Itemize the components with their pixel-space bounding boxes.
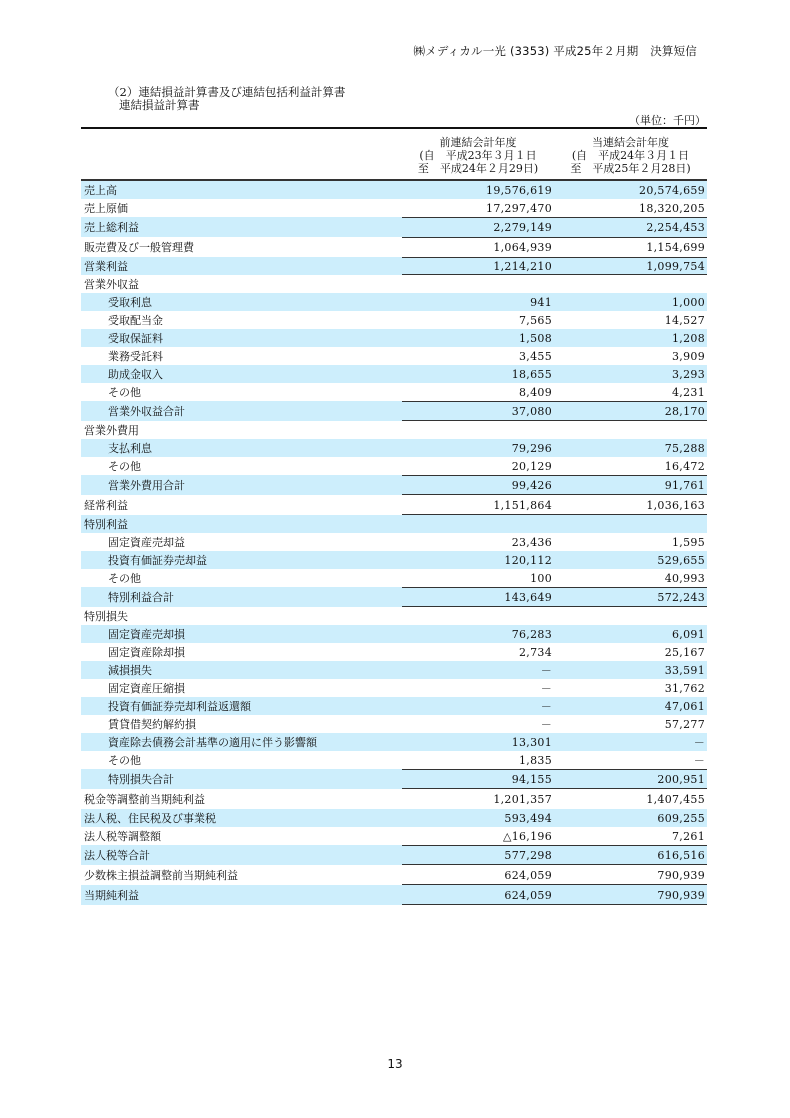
prev-value: 8,409 — [519, 385, 552, 399]
table-row-group-header — [81, 515, 707, 533]
curr-value: 1,154,699 — [646, 240, 705, 254]
table-row — [81, 457, 707, 475]
row-label: その他 — [108, 460, 141, 473]
table-row — [81, 347, 707, 365]
curr-value: 790,939 — [657, 888, 705, 902]
section-title: （2）連結損益計算書及び連結包括利益計算書 — [108, 85, 346, 99]
table-row — [81, 217, 707, 237]
row-label: その他 — [108, 572, 141, 585]
table-row-total — [81, 885, 707, 905]
prev-value: 143,649 — [504, 590, 552, 604]
row-label: その他 — [108, 754, 141, 767]
prev-value: － — [540, 682, 552, 695]
row-label: 経常利益 — [84, 499, 128, 512]
row-label: 資産除去債務会計基準の適用に伴う影響額 — [108, 736, 317, 749]
row-label: 特別利益 — [84, 518, 128, 531]
table-row — [81, 293, 707, 311]
row-label: 売上原価 — [84, 202, 128, 215]
table-row — [81, 661, 707, 679]
table-row-group-header — [81, 275, 707, 293]
curr-value: 57,277 — [664, 717, 705, 731]
curr-value: 2,254,453 — [646, 220, 705, 234]
row-label: 営業外収益合計 — [108, 405, 185, 418]
prev-value: 577,298 — [504, 848, 552, 862]
curr-value: 18,320,205 — [639, 201, 705, 215]
table-row — [81, 181, 707, 199]
row-label: 営業利益 — [84, 260, 128, 273]
curr-value: 609,255 — [657, 811, 705, 825]
row-label: 法人税等調整額 — [84, 830, 161, 843]
curr-value: 31,762 — [664, 681, 705, 695]
curr-value: 7,261 — [672, 829, 705, 843]
prev-value: 1,151,864 — [493, 498, 552, 512]
table-row — [81, 625, 707, 643]
prev-value: 76,283 — [511, 627, 552, 641]
curr-period-to: 至 平成25年２月28日) — [570, 162, 691, 175]
prev-value: 7,565 — [519, 313, 552, 327]
prev-value: 1,508 — [519, 331, 552, 345]
row-label: 営業外収益 — [84, 278, 139, 291]
curr-value: 14,527 — [664, 313, 705, 327]
curr-period-title: 当連結会計年度 — [592, 136, 669, 149]
table-row — [81, 551, 707, 569]
table-row — [81, 679, 707, 697]
table-row — [81, 257, 707, 275]
table-row — [81, 365, 707, 383]
curr-value: 1,099,754 — [646, 259, 705, 273]
row-label: 営業外費用合計 — [108, 479, 185, 492]
prev-value: 79,296 — [511, 441, 552, 455]
row-label: 固定資産売却益 — [108, 536, 185, 549]
row-label: 固定資産売却損 — [108, 628, 185, 641]
row-label: 税金等調整前当期純利益 — [84, 793, 205, 806]
prev-value: 2,279,149 — [493, 220, 552, 234]
row-label: 受取保証料 — [108, 332, 163, 345]
curr-value: 40,993 — [664, 571, 705, 585]
curr-value: 6,091 — [672, 627, 705, 641]
unit-label: （単位：千円） — [629, 114, 706, 127]
table-row — [81, 533, 707, 551]
prev-value: 624,059 — [504, 868, 552, 882]
prev-value: 941 — [530, 295, 552, 309]
curr-value: 616,516 — [657, 848, 705, 862]
prev-period-from: (自 平成23年３月１日 — [419, 149, 537, 162]
curr-value: 33,591 — [664, 663, 705, 677]
row-label: その他 — [108, 386, 141, 399]
row-label: 営業外費用 — [84, 424, 139, 437]
row-label: 受取利息 — [108, 296, 152, 309]
prev-value: 20,129 — [511, 459, 552, 473]
table-row — [81, 237, 707, 257]
prev-value: 1,064,939 — [493, 240, 552, 254]
row-label: 特別損失合計 — [108, 773, 174, 786]
prev-value: 2,734 — [519, 645, 552, 659]
prev-value: － — [540, 718, 552, 731]
curr-value: － — [693, 754, 705, 767]
curr-value: 3,293 — [672, 367, 705, 381]
curr-value: 20,574,659 — [639, 183, 705, 197]
table-row — [81, 751, 707, 769]
row-label: 賃貸借契約解約損 — [108, 718, 196, 731]
page-number: 13 — [387, 1057, 403, 1071]
table-row-subtotal — [81, 769, 707, 789]
curr-period-header — [554, 129, 707, 179]
prev-period-title: 前連結会計年度 — [439, 136, 517, 149]
row-label: 投資有価証券売却利益返還額 — [108, 700, 251, 713]
row-label: 特別損失 — [84, 610, 128, 623]
table-row — [81, 865, 707, 885]
prev-value: 18,655 — [511, 367, 552, 381]
table-row — [81, 697, 707, 715]
curr-value: 4,231 — [672, 385, 705, 399]
table-row-subtotal — [81, 475, 707, 495]
table-row — [81, 789, 707, 809]
section-subtitle: 連結損益計算書 — [119, 98, 200, 112]
curr-value: 200,951 — [657, 772, 705, 786]
row-label: 固定資産圧縮損 — [108, 682, 185, 695]
prev-value: － — [540, 664, 552, 677]
row-label: 支払利息 — [108, 442, 152, 455]
prev-period-to: 至 平成24年２月29日) — [417, 162, 539, 175]
curr-value: 16,472 — [664, 459, 705, 473]
prev-value: △16,196 — [502, 829, 552, 843]
curr-value: 25,167 — [664, 645, 705, 659]
table-row — [81, 439, 707, 457]
row-label: 投資有価証券売却益 — [108, 554, 207, 567]
prev-value: 1,214,210 — [493, 259, 552, 273]
curr-value: 1,036,163 — [646, 498, 705, 512]
prev-value: 19,576,619 — [486, 183, 552, 197]
curr-value: 572,243 — [657, 590, 705, 604]
curr-value: 28,170 — [664, 404, 705, 418]
prev-value: 624,059 — [504, 888, 552, 902]
curr-value: 790,939 — [657, 868, 705, 882]
table-row — [81, 199, 707, 217]
column-header — [81, 129, 707, 181]
curr-value: 75,288 — [664, 441, 705, 455]
row-label: 法人税、住民税及び事業税 — [84, 812, 216, 825]
table-row — [81, 383, 707, 401]
curr-value: 529,655 — [657, 553, 705, 567]
row-label: 受取配当金 — [108, 314, 163, 327]
table-row — [81, 311, 707, 329]
prev-value: 94,155 — [511, 772, 552, 786]
table-row-subtotal — [81, 587, 707, 607]
prev-value: 37,080 — [511, 404, 552, 418]
table-row — [81, 495, 707, 515]
curr-value: 3,909 — [672, 349, 705, 363]
prev-value: 17,297,470 — [486, 201, 552, 215]
row-label: 少数株主損益調整前当期純利益 — [84, 869, 238, 882]
curr-value: 1,407,455 — [646, 792, 705, 806]
table-row-group-header — [81, 607, 707, 625]
page-header: ㈱メディカル一光 (3353) 平成25年２月期 決算短信 — [413, 44, 697, 58]
prev-value: 593,494 — [504, 811, 552, 825]
row-label: 法人税等合計 — [84, 849, 150, 862]
table-row — [81, 733, 707, 751]
prev-value: － — [540, 700, 552, 713]
row-label: 減損損失 — [108, 664, 152, 677]
label-column-header — [81, 129, 402, 179]
prev-value: 23,436 — [511, 535, 552, 549]
table-row — [81, 809, 707, 827]
prev-value: 99,426 — [511, 478, 552, 492]
row-label: 当期純利益 — [84, 889, 139, 902]
curr-value: 47,061 — [664, 699, 705, 713]
prev-value: 13,301 — [511, 735, 552, 749]
prev-period-header — [402, 129, 554, 179]
table-row — [81, 715, 707, 733]
table-row-group-header — [81, 421, 707, 439]
curr-value: 1,208 — [672, 331, 705, 345]
curr-period-from: (自 平成24年３月１日 — [571, 149, 690, 162]
row-label: 売上高 — [84, 184, 117, 197]
curr-value: 1,595 — [672, 535, 705, 549]
row-label: 売上総利益 — [84, 221, 139, 234]
curr-value: 1,000 — [672, 295, 705, 309]
income-statement-table — [81, 127, 707, 905]
row-label: 販売費及び一般管理費 — [84, 241, 194, 254]
table-row — [81, 329, 707, 347]
prev-value: 3,455 — [519, 349, 552, 363]
prev-value: 1,201,357 — [493, 792, 552, 806]
table-row-subtotal — [81, 401, 707, 421]
table-row — [81, 569, 707, 587]
curr-value: 91,761 — [664, 478, 705, 492]
prev-value: 100 — [530, 571, 552, 585]
row-label: 助成金収入 — [108, 368, 163, 381]
table-row — [81, 643, 707, 661]
curr-value: － — [693, 736, 705, 749]
table-row-subtotal — [81, 845, 707, 865]
table-row — [81, 827, 707, 845]
prev-value: 1,835 — [519, 753, 552, 767]
row-label: 特別利益合計 — [108, 591, 174, 604]
prev-value: 120,112 — [504, 553, 552, 567]
row-label: 固定資産除却損 — [108, 646, 185, 659]
row-label: 業務受託料 — [108, 350, 163, 363]
